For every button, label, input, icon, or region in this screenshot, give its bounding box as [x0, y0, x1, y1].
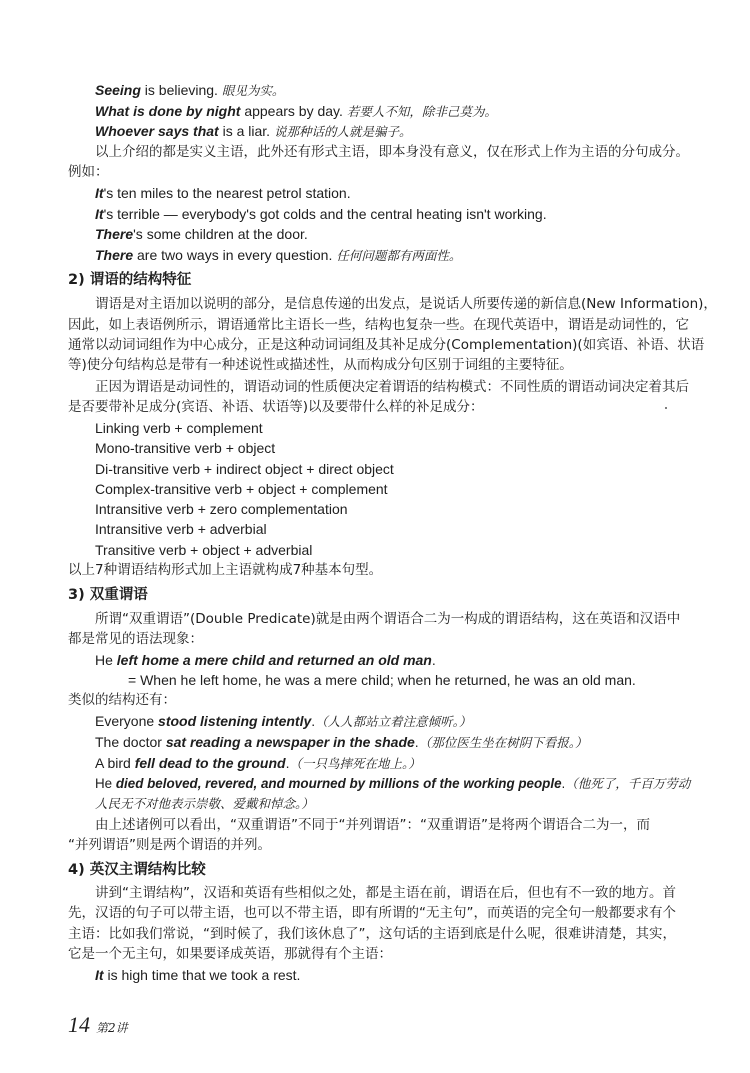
pattern-item: Intransitive verb + adverbial [95, 521, 267, 537]
paragraph-line: 先，汉语的句子可以带主语，也可以不带主语，即有所谓的“无主句”，而英语的完全句一般都要求有个 [68, 905, 676, 921]
example-its-ten-miles [95, 184, 351, 202]
subject-phrase: There [95, 226, 134, 242]
subject-phrase: What is done by night [95, 103, 241, 119]
example-text: 's ten miles to the nearest petrol station. [103, 185, 351, 201]
pattern-item: Di-transitive verb + indirect object + direct object [95, 461, 394, 477]
paragraph-line: 讲到“主谓结构”，汉语和英语有些相似之处，都是主语在前，谓语在后，但也有不一致的地方。首 [95, 885, 676, 901]
example-whoever [95, 122, 412, 141]
example-its-terrible [95, 205, 547, 223]
example-text: appears by day. [240, 103, 343, 119]
subject-phrase: It [95, 206, 104, 222]
chinese-translation: （人人都站立着注意倾听。） [315, 714, 472, 729]
subject-phrase: There [95, 247, 134, 263]
page-number: 14 [68, 1012, 90, 1037]
formal-subject-para-line1: 以上介绍的都是实义主语，此外还有形式主语，即本身没有意义，仅在形式上作为主语的分句成分。 [95, 144, 689, 160]
chinese-translation: （他死了，千百万劳动 [565, 776, 691, 791]
pattern-item: Complex-transitive verb + object + complement [95, 481, 388, 497]
example-sat-reading [95, 733, 587, 752]
paragraph-line: 等)使分句结构总是带有一种述说性或描述性，从而构成分句区别于词组的主要特征。 [68, 357, 573, 373]
paragraph-line: 通常以动词词组作为中心成分，正是这种动词词组及其补足成分(Complementation)(如宾语、补语、状语 [68, 337, 705, 353]
subject-phrase: It [95, 185, 104, 201]
example-text: A bird [95, 755, 135, 771]
similar-structures-label: 类似的结构还有： [68, 692, 176, 708]
subject-phrase: Seeing [95, 82, 141, 98]
paragraph-line: 因此，如上表语例所示，谓语通常比主语长一些，结构也复杂一些。在现代英语中，谓语是动词性的，它 [68, 317, 689, 333]
example-text: . [285, 755, 290, 771]
chinese-translation: 眼见为实。 [217, 83, 285, 98]
page-footer [68, 1012, 128, 1038]
example-text: . [561, 776, 566, 791]
example-text: is a liar. [218, 123, 271, 139]
example-text: is high time that we took a rest. [103, 967, 301, 983]
example-stood-listening [95, 712, 471, 731]
paragraph-line: 它是一个无主句，如果要译成英语，那就得有个主语： [68, 946, 392, 962]
example-text: . [414, 734, 419, 750]
example-text: are two ways in every question. [133, 247, 333, 263]
chinese-translation: （那位医生坐在树阴下看报。） [418, 735, 588, 750]
example-text: is believing. [140, 82, 218, 98]
double-predicate-phrase: left home a mere child and returned an old man [116, 652, 432, 668]
example-seeing [95, 81, 284, 100]
chinese-translation: 若要人不知，除非己莫为。 [342, 104, 497, 119]
example-text: 's some children at the door. [133, 226, 308, 242]
paragraph-line: 谓语是对主语加以说明的部分，是信息传递的出发点，是说话人所要传递的新信息(New Information)， [95, 296, 717, 312]
chinese-translation-continued: 人民无不对他表示崇敬、爱戴和悼念。） [95, 796, 314, 811]
paragraph-line: 都是常见的语法现象： [68, 631, 203, 647]
paragraph-line: 主语：比如我们常说，“到时候了，我们该休息了”，这句话的主语到底是什么呢，很难讲清楚，其实， [68, 926, 676, 942]
pattern-item: Transitive verb + object + adverbial [95, 542, 313, 558]
paragraph-line: 由上述诸例可以看出，“双重谓语”不同于“并列谓语”：“双重谓语”是将两个谓语合二为一，而 [95, 817, 650, 833]
example-theres-children [95, 225, 308, 243]
lecture-label: 第2讲 [96, 1021, 128, 1035]
summary-line: 以上7种谓语结构形式加上主语就构成7种基本句型。 [68, 562, 383, 578]
pattern-item: Linking verb + complement [95, 420, 263, 436]
double-predicate-phrase: stood listening intently [158, 713, 312, 729]
example-high-time [95, 966, 300, 984]
chinese-translation: 任何问题都有两面性。 [332, 248, 462, 263]
example-died-beloved [95, 775, 690, 793]
formal-subject-para-line2: 例如： [68, 164, 109, 180]
example-text: . [431, 652, 436, 668]
pattern-item: Intransitive verb + zero complementation [95, 501, 348, 517]
subject-phrase: Whoever says that [95, 123, 219, 139]
paragraph-line: “并列谓语”则是两个谓语的并列。 [68, 837, 271, 853]
example-text: . [311, 713, 316, 729]
paragraph-line: 正因为谓语是动词性的，谓语动词的性质便决定着谓语的结构模式：不同性质的谓语动词决定着其后 [95, 379, 689, 395]
example-left-home [95, 651, 436, 669]
example-text: He [95, 652, 117, 668]
section-heading-predicate-structure: 2) 谓语的结构特征 [68, 272, 192, 288]
print-speck [665, 407, 667, 409]
section-heading-double-predicate: 3) 双重谓语 [68, 587, 148, 603]
example-text: He [95, 776, 116, 791]
double-predicate-phrase: died beloved, revered, and mourned by millions of the working people [115, 776, 562, 791]
section-heading-subject-predicate-comparison: 4) 英汉主谓结构比较 [68, 862, 206, 878]
example-done-by-night [95, 102, 497, 121]
double-predicate-phrase: fell dead to the ground [134, 755, 286, 771]
example-text: 's terrible — everybody's got colds and the central heating isn't working. [103, 206, 547, 222]
equivalent-sentence: = When he left home, he was a mere child; when he returned, he was an old man. [128, 672, 636, 688]
paragraph-line: 所谓“双重谓语”(Double Predicate)就是由两个谓语合二为一构成的谓语结构，这在英语和汉语中 [95, 611, 681, 627]
double-predicate-phrase: sat reading a newspaper in the shade [165, 734, 415, 750]
subject-phrase: It [95, 967, 104, 983]
paragraph-line: 是否要带补足成分(宾语、补语、状语等)以及要带什么样的补足成分： [68, 399, 484, 415]
example-two-ways [95, 246, 461, 265]
example-text: The doctor [95, 734, 166, 750]
example-text: Everyone [95, 713, 159, 729]
example-fell-dead [95, 754, 421, 773]
chinese-translation: 说那种话的人就是骗子。 [270, 124, 412, 139]
pattern-item: Mono-transitive verb + object [95, 440, 276, 456]
chinese-translation: （一只鸟摔死在地上。） [289, 756, 421, 771]
